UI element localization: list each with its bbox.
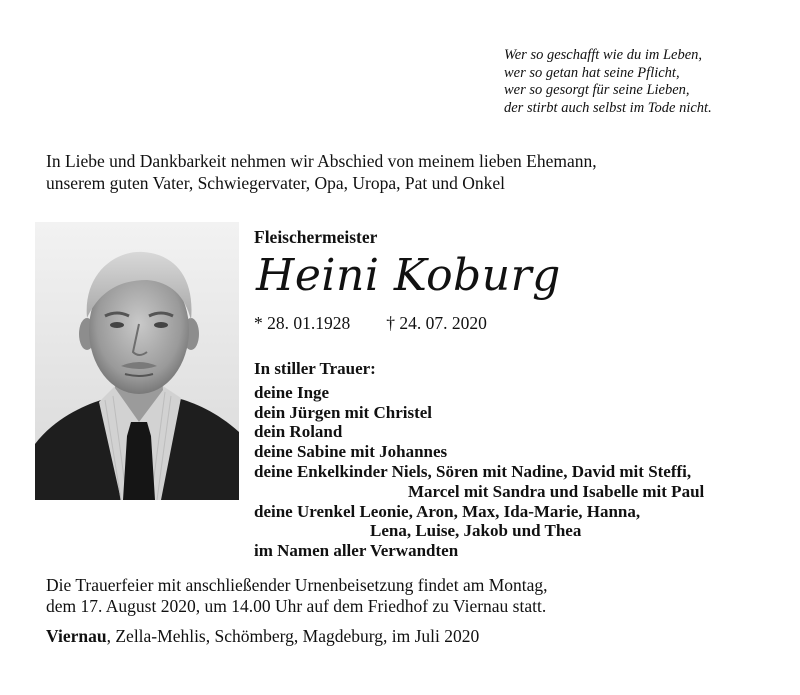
- mourner-line: dein Jürgen mit Christel: [254, 402, 433, 422]
- mourner-line: deine Urenkel Leonie, Aron, Max, Ida-Marie, Hanna,: [254, 501, 641, 521]
- place-rest: , Zella-Mehlis, Schömberg, Magdeburg, im Juli 2020: [106, 626, 480, 646]
- poem-line: wer so gesorgt für seine Lieben,: [504, 82, 690, 98]
- deceased-profession: Fleischermeister: [254, 227, 378, 247]
- place-and-date: [46, 626, 479, 647]
- memorial-poem: [504, 47, 794, 117]
- mourners-heading: In stiller Trauer:: [254, 359, 376, 378]
- intro-line: unserem guten Vater, Schwiegervater, Opa, Uropa, Pat und Onkel: [46, 173, 505, 193]
- portrait-photo: [35, 222, 239, 500]
- mourner-line: deine Sabine mit Johannes: [254, 442, 448, 462]
- poem-line: wer so getan hat seine Pflicht,: [504, 64, 680, 81]
- mourner-line: deine Enkelkinder Niels, Sören mit Nadine, David mit Steffi,: [254, 461, 692, 481]
- portrait-image: [35, 222, 239, 500]
- death-date: † 24. 07. 2020: [386, 313, 487, 333]
- mourner-line: im Namen aller Verwandten: [254, 541, 459, 561]
- mourner-line: deine Inge: [254, 382, 330, 402]
- place-town: Viernau: [46, 626, 107, 646]
- mourner-line: dein Roland: [254, 422, 343, 442]
- funeral-service-text: [46, 575, 766, 616]
- mourner-line: Lena, Luise, Jakob und Thea: [370, 521, 582, 541]
- intro-text: [46, 150, 766, 194]
- intro-line: In Liebe und Dankbarkeit nehmen wir Abschied von meinem lieben Ehemann,: [46, 151, 597, 171]
- life-dates: [254, 313, 487, 334]
- poem-line: der stirbt auch selbst im Tode nicht.: [504, 99, 712, 116]
- mourner-line: Marcel mit Sandra und Isabelle mit Paul: [408, 481, 705, 501]
- deceased-name: Heini Koburg: [256, 250, 561, 301]
- birth-date: * 28. 01.1928: [254, 313, 351, 333]
- poem-line: Wer so geschafft wie du im Leben,: [504, 47, 703, 63]
- service-line: dem 17. August 2020, um 14.00 Uhr auf dem Friedhof zu Viernau statt.: [46, 595, 547, 616]
- service-line: Die Trauerfeier mit anschließender Urnenbeisetzung findet am Montag,: [46, 575, 548, 595]
- mourners-list: [254, 359, 774, 561]
